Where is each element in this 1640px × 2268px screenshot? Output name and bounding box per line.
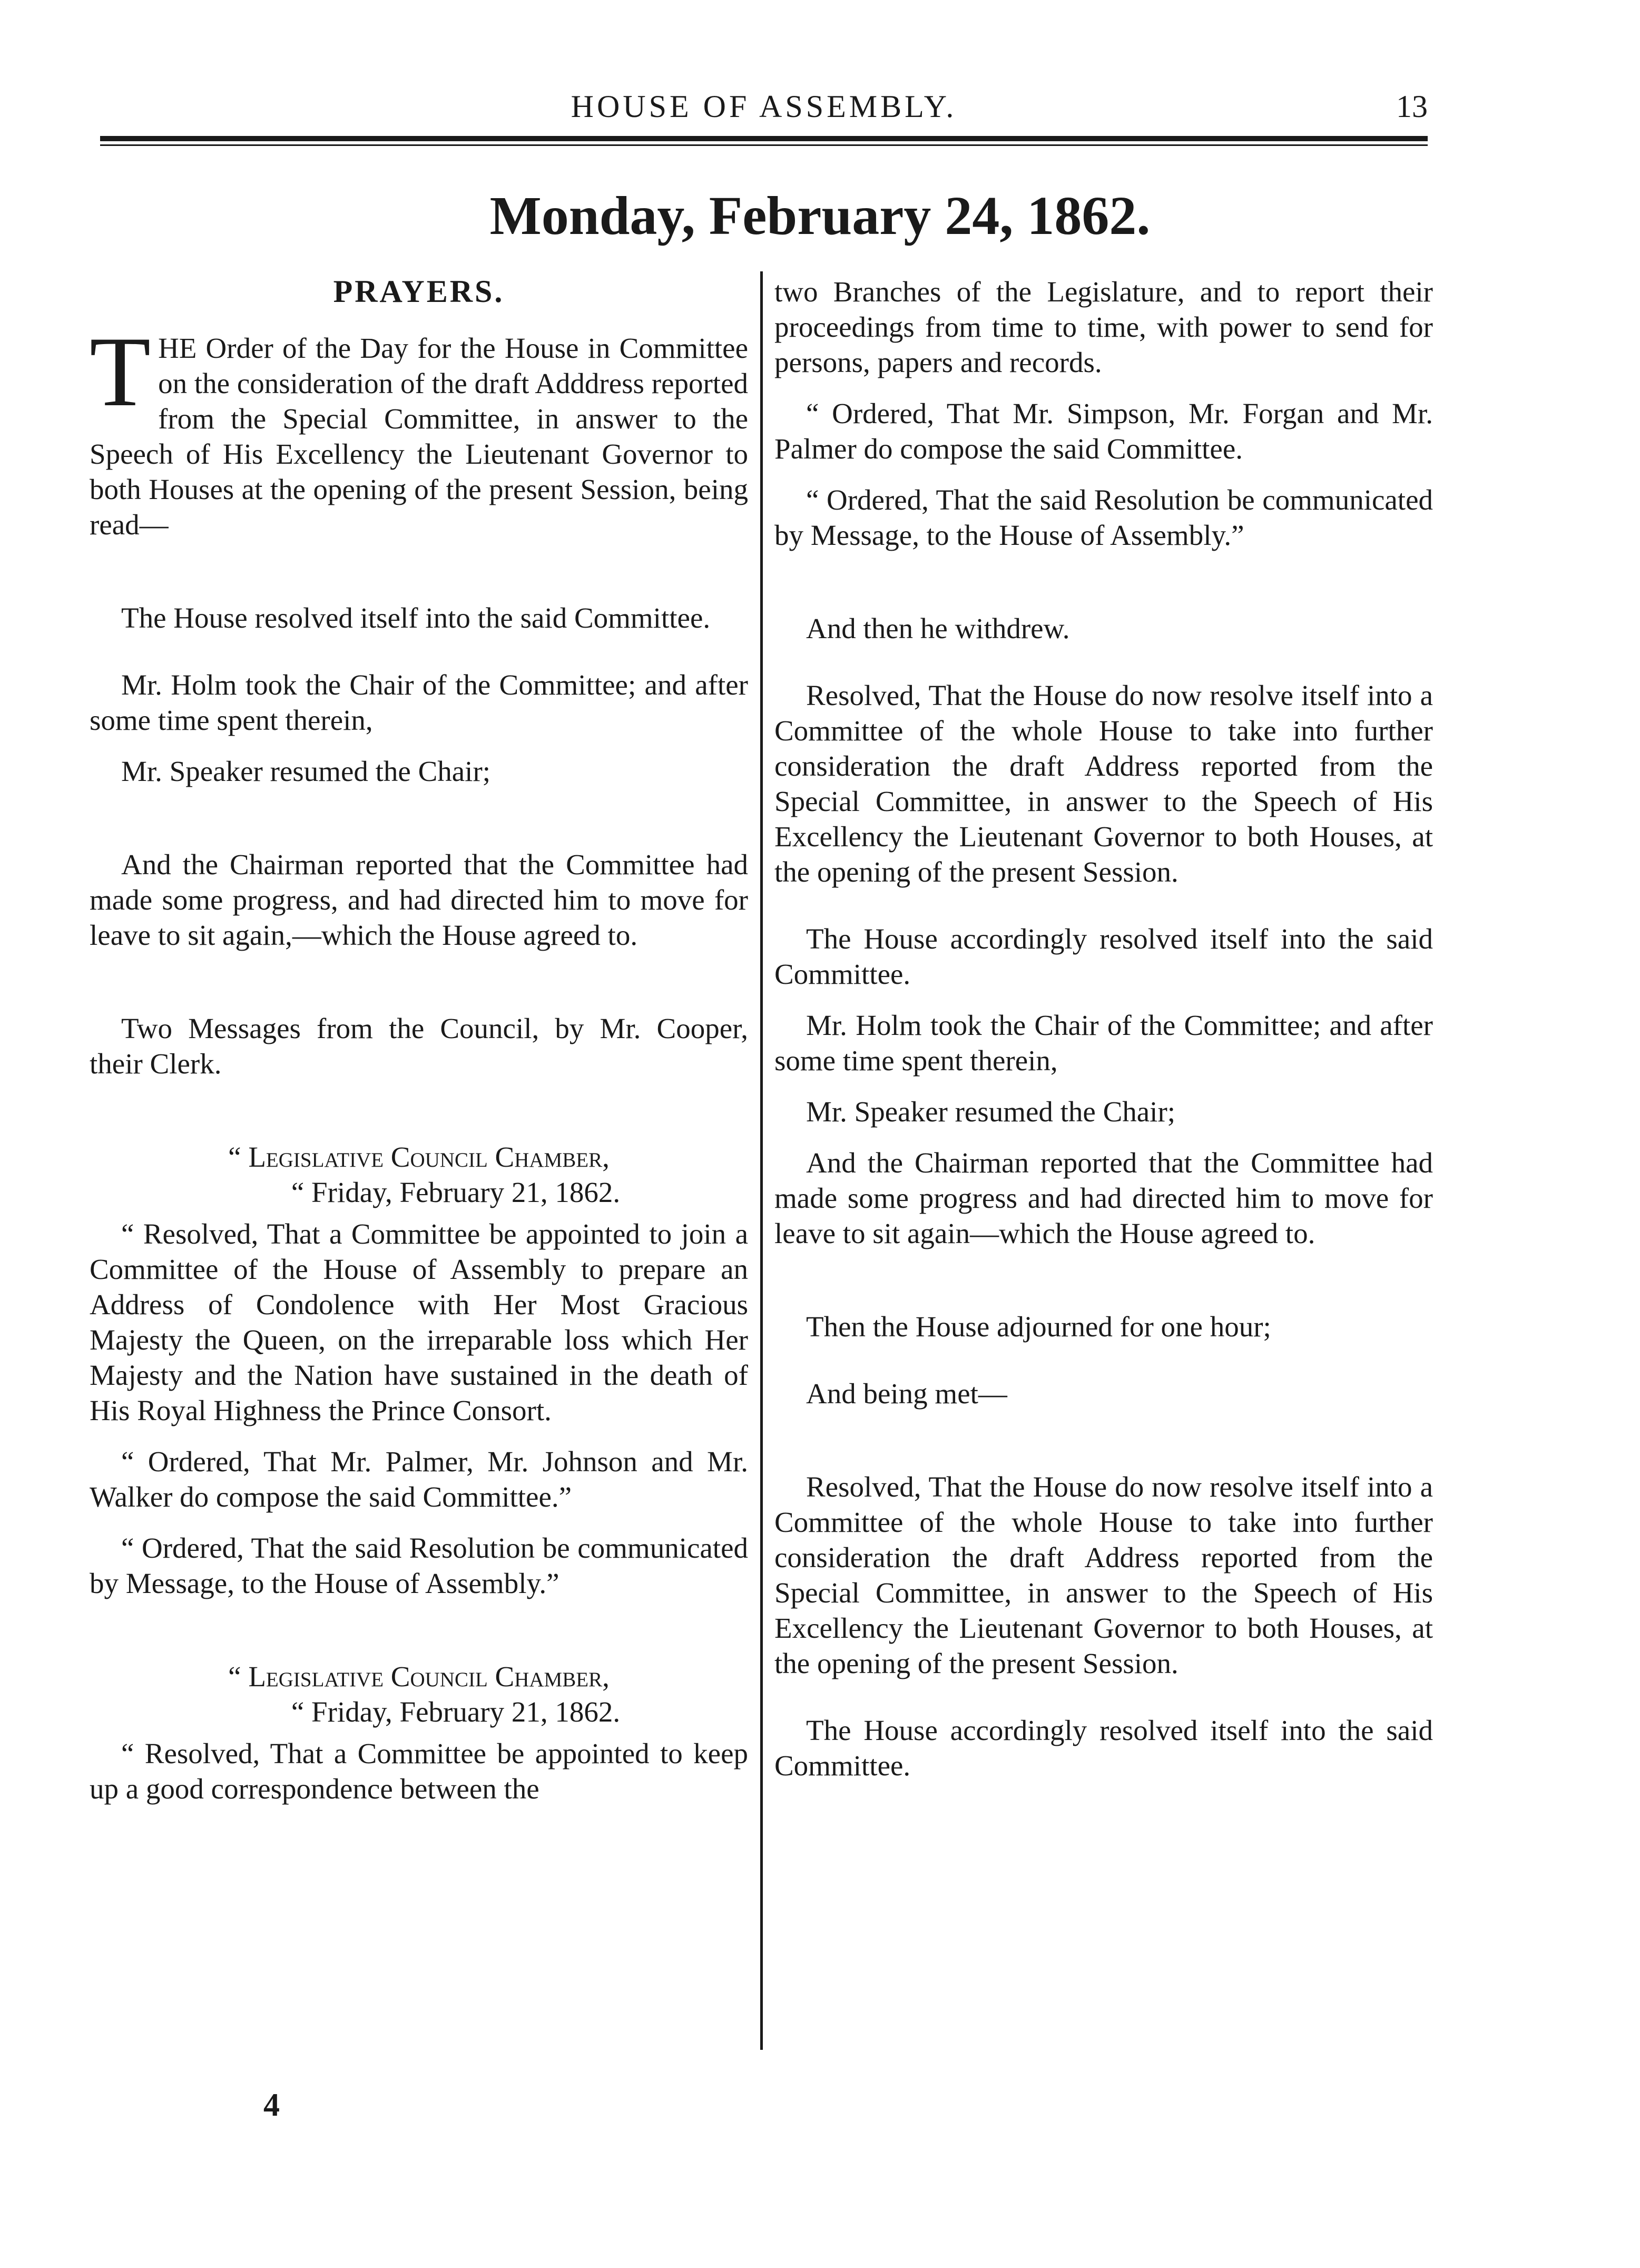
paragraph-chairman-reported-right: And the Chairman reported that the Committee had made some progress and had directed him to move for leave to sit again—which the House agreed to. bbox=[774, 1147, 1433, 1249]
right-column bbox=[774, 274, 1433, 1783]
date-heading: Monday, February 24, 1862. bbox=[489, 185, 1151, 246]
paragraph-order-of-day bbox=[90, 317, 748, 542]
paragraph-holm-chair-right: Mr. Holm took the Chair of the Committee; and after some time spent therein, bbox=[774, 1009, 1433, 1077]
paragraph-resolved-committee-2: Resolved, That the House do now resolve itself into a Committee of the whole House to take into further consideration the draft Address reported from the Special Committee, in answer to the Speech of His Excellency the Lieutenant Governor to both Houses, at the opening of the present Session. bbox=[774, 1471, 1433, 1679]
paragraph-holm-chair: Mr. Holm took the Chair of the Committee; and after some time spent therein, bbox=[90, 669, 748, 736]
signature-mark: 4 bbox=[263, 2087, 280, 2123]
paragraph-continued-legislature: two Branches of the Legislature, and to report their proceedings from time to time, with power to send for persons, papers and records. bbox=[774, 276, 1433, 378]
section-heading-prayers: PRAYERS. bbox=[333, 274, 505, 309]
paragraph-speaker-resumed: Mr. Speaker resumed the Chair; bbox=[121, 755, 491, 787]
paragraph-order-of-day-text: HE Order of the Day for the House in Committee on the consideration of the draft Adddress reported from the Special Committee, in answer to the Speech of His Excellency the Lieutenant Governor to both Houses at the opening of the present Session, being read— bbox=[90, 332, 748, 541]
message-1-resolved: “ Resolved, That a Committee be appointed to join a Committee of the House of Assembly to prepare an Address of Condolence with Her Most Gracious Majesty the Queen, on the irreparable loss which Her Majesty and the Nation have sustained in the death of His Royal Highness the Prince Consort. bbox=[90, 1218, 748, 1426]
message-1-ordered-committee: “ Ordered, That Mr. Palmer, Mr. Johnson and Mr. Walker do compose the said Committee.” bbox=[90, 1445, 748, 1513]
header-rule-thin bbox=[100, 144, 1428, 146]
paragraph-ordered-resolution: “ Ordered, That the said Resolution be communicated by Message, to the House of Assembly.” bbox=[774, 484, 1433, 551]
paragraph-chairman-reported: And the Chairman reported that the Committee had made some progress, and had directed him to move for leave to sit again,—which the House agreed to. bbox=[90, 848, 748, 951]
left-column bbox=[90, 274, 748, 1806]
paragraph-being-met: And being met— bbox=[806, 1377, 1007, 1410]
paragraph-withdrew: And then he withdrew. bbox=[806, 612, 1070, 644]
message-2-resolved: “ Resolved, That a Committee be appointed to keep up a good correspondence between the bbox=[90, 1737, 748, 1805]
message-1-heading: “ Legislative Council Chamber, bbox=[228, 1141, 610, 1173]
column-divider bbox=[760, 271, 763, 2050]
drop-cap: T bbox=[90, 317, 151, 427]
message-1-date: “ Friday, February 21, 1862. bbox=[291, 1176, 621, 1208]
paragraph-house-resolved: The House resolved itself into the said Committee. bbox=[121, 602, 711, 634]
paragraph-ordered-simpson: “ Ordered, That Mr. Simpson, Mr. Forgan and Mr. Palmer do compose the said Committee. bbox=[774, 397, 1433, 465]
page-number: 13 bbox=[1396, 89, 1428, 124]
paragraph-speaker-resumed-right: Mr. Speaker resumed the Chair; bbox=[806, 1096, 1176, 1128]
paragraph-accordingly-resolved-1: The House accordingly resolved itself into the said Committee. bbox=[774, 923, 1433, 990]
message-2-date: “ Friday, February 21, 1862. bbox=[291, 1696, 621, 1728]
paragraph-accordingly-resolved-2: The House accordingly resolved itself into the said Committee. bbox=[774, 1714, 1433, 1782]
running-head bbox=[100, 79, 1428, 126]
paragraph-resolved-committee-1: Resolved, That the House do now resolve itself into a Committee of the whole House to take into further consideration the draft Address reported from the Special Committee, in answer to the Speech of His Excellency the Lieutenant Governor to both Houses, at the opening of the present Session. bbox=[774, 679, 1433, 888]
header-rule-thick bbox=[100, 136, 1428, 141]
paragraph-adjourned: Then the House adjourned for one hour; bbox=[806, 1311, 1271, 1343]
paragraph-two-messages: Two Messages from the Council, by Mr. Cooper, their Clerk. bbox=[90, 1012, 748, 1080]
message-2-heading: “ Legislative Council Chamber, bbox=[228, 1660, 610, 1693]
message-1-ordered-resolution: “ Ordered, That the said Resolution be communicated by Message, to the House of Assembly.” bbox=[90, 1532, 748, 1599]
running-title: HOUSE OF ASSEMBLY. bbox=[571, 89, 957, 124]
